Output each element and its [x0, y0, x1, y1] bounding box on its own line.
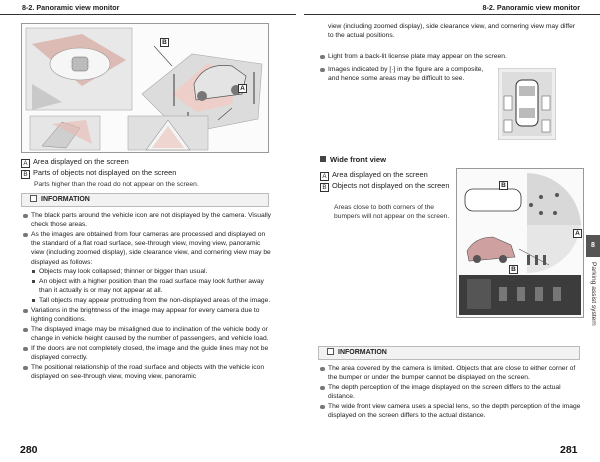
- list-item: The area covered by the camera is limited. Objects that are close to either corner of the bumper or under the bumper cannot be displayed on the screen.: [318, 364, 584, 382]
- legend-b: [21, 168, 176, 179]
- figure-badge-a: A: [238, 84, 247, 93]
- wf-legend-b: [320, 181, 454, 192]
- wf-fig-badge-b1: B: [499, 181, 508, 190]
- wf-legend-b-text: Objects not displayed on the screen: [332, 181, 450, 190]
- composite-view-illustration: [498, 68, 556, 140]
- info-icon: [327, 348, 334, 355]
- list-item: As the images are obtained from four cameras are processed and displayed on the standard of a flat road surface, see-through view, moving view, panoramic view (including zoomed display), side clearance view, and cornering view may be displayed as follows:: [21, 230, 273, 267]
- figure-badge-b: B: [160, 38, 169, 47]
- right-top-list-a: [318, 52, 576, 62]
- legend-a-text: Area displayed on the screen: [33, 157, 129, 166]
- right-top-list: [318, 22, 576, 41]
- info-title-right: INFORMATION: [338, 349, 387, 356]
- info-list-left: [21, 211, 273, 382]
- wf-legend-b-badge: B: [320, 183, 329, 192]
- list-item: The wide front view camera uses a special lens, so the depth perception of the image displayed on the screen differs to the actual distance.: [318, 402, 584, 420]
- wide-front-figure: [456, 168, 584, 318]
- continued-text: view (including zoomed display), side clearance view, and cornering view may differ to the actual positions.: [328, 23, 576, 40]
- composite-figure: [498, 68, 556, 140]
- wf-legend-a-badge: A: [320, 172, 329, 181]
- list-item: The positional relationship of the road surface and objects with the vehicle icon displayed on see-through view, moving view, panoramic: [21, 363, 273, 381]
- right-top-list-b: [318, 65, 484, 84]
- info-icon: [30, 195, 37, 202]
- wf-fig-badge-a: A: [573, 229, 582, 238]
- section-bullet-icon: [320, 156, 326, 162]
- chapter-label: Parking assist system: [590, 262, 597, 326]
- page-number-right: 281: [560, 444, 578, 456]
- list-item: Variations in the brightness of the image may appear for every camera due to lighting conditions.: [21, 306, 273, 324]
- page-number-left: 280: [20, 444, 38, 456]
- info-header-left: [21, 193, 269, 207]
- list-item: The black parts around the vehicle icon are not displayed by the camera. Visually check those areas.: [21, 211, 273, 229]
- list-item: An object with a higher position than the road surface may look further away than it actually is or may not appear at all.: [21, 277, 273, 295]
- info-header-right: [318, 346, 580, 360]
- legend-b-text: Parts of objects not displayed on the screen: [33, 168, 177, 177]
- info-title-left: INFORMATION: [41, 196, 90, 203]
- legend-a-badge: A: [21, 159, 30, 168]
- info-list-right: [318, 364, 584, 421]
- list-item: Images indicated by [·] in the figure are a composite, and hence some areas may be difficult to see.: [318, 65, 484, 83]
- legend-a: [21, 157, 129, 168]
- list-item: The displayed image may be misaligned due to inclination of the vehicle body or change in vehicle height caused by the number of passengers, and vehicle load.: [21, 325, 273, 343]
- wf-fig-badge-b2: B: [509, 265, 518, 274]
- section-title: [320, 155, 386, 164]
- wf-legend-a: [320, 170, 428, 181]
- panoramic-illustration: [22, 24, 268, 152]
- wf-legend-a-text: Area displayed on the screen: [332, 170, 428, 179]
- list-item: Light from a back-lit license plate may appear on the screen.: [318, 52, 576, 61]
- section-title-text: Wide front view: [330, 155, 387, 164]
- chapter-tab: 8: [586, 235, 600, 257]
- wf-note: Areas close to both corners of the bumpers will not appear on the screen.: [334, 204, 450, 220]
- list-item: If the doors are not completely closed, the image and the guide lines may not be displayed correctly.: [21, 344, 273, 362]
- wide-front-illustration: [457, 169, 583, 317]
- page-header-right: 8-2. Panoramic view monitor: [304, 0, 600, 15]
- list-item: Objects may look collapsed; thinner or bigger than usual.: [21, 267, 273, 276]
- list-item: The depth perception of the image displayed on the screen differs to the actual distance.: [318, 383, 584, 401]
- left-figure: [21, 23, 269, 153]
- page-header-left: 8-2. Panoramic view monitor: [0, 0, 296, 15]
- legend-note: Parts higher than the road do not appear on the screen.: [34, 181, 199, 188]
- legend-b-badge: B: [21, 170, 30, 179]
- list-item: Tall objects may appear protruding from the non-displayed areas of the image.: [21, 296, 273, 305]
